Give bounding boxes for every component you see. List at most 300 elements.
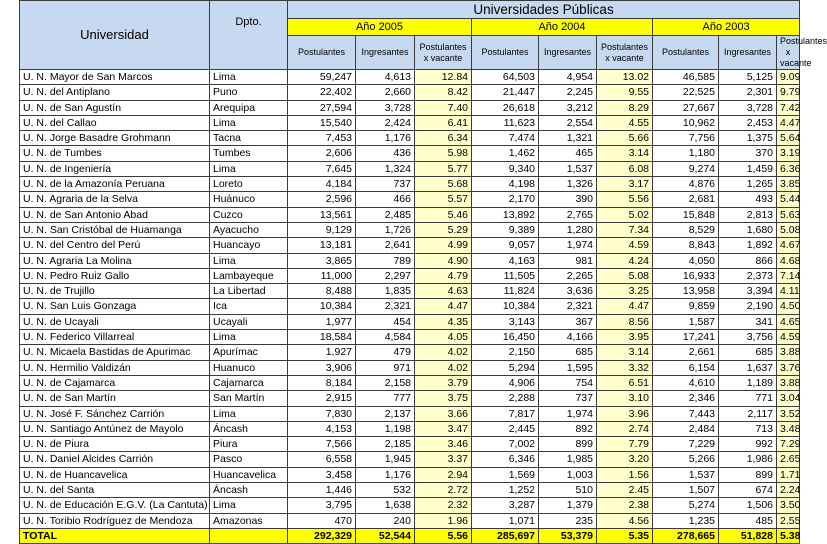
ratio-2004-cell: 3.14	[597, 345, 653, 360]
university-name-cell: U. N. Federico Villarreal	[20, 330, 210, 345]
department-cell: Lima	[210, 330, 288, 345]
table-row	[20, 70, 800, 85]
university-name-cell: U. N. Agraria de la Selva	[20, 192, 210, 207]
postulantes-2004-cell: 11,824	[472, 284, 539, 299]
postulantes-2005-cell: 3,865	[288, 253, 356, 268]
department-cell: Áncash	[210, 421, 288, 436]
ratio-2003-cell: 3.19	[777, 146, 800, 161]
ingresantes-2005-cell: 1,638	[356, 498, 415, 513]
postulantes-2005-cell: 292,329	[288, 528, 356, 543]
ingresantes-2003-cell: 2,453	[719, 115, 777, 130]
table-row	[20, 345, 800, 360]
ingresantes-2004-cell: 737	[539, 391, 597, 406]
ingresantes-2005-header: Ingresantes	[356, 36, 415, 70]
ingresantes-2004-cell: 1,595	[539, 360, 597, 375]
ratio-2003-cell: 4.68	[777, 253, 800, 268]
table-row	[20, 85, 800, 100]
postulantes-2005-cell: 3,795	[288, 498, 356, 513]
university-name-cell: U. N. de Tumbes	[20, 146, 210, 161]
ingresantes-2003-cell: 485	[719, 513, 777, 528]
ingresantes-2004-cell: 754	[539, 375, 597, 390]
postulantes-2005-cell: 2,915	[288, 391, 356, 406]
postulantes-2004-header: Postulantes	[472, 36, 539, 70]
ingresantes-2004-cell: 390	[539, 192, 597, 207]
department-cell: Lima	[210, 406, 288, 421]
postulantes-2003-cell: 1,180	[653, 146, 719, 161]
ingresantes-2004-cell: 2,765	[539, 207, 597, 222]
postulantes-2005-cell: 59,247	[288, 70, 356, 85]
table-row	[20, 314, 800, 329]
postulantes-2004-cell: 26,618	[472, 100, 539, 115]
table-row	[20, 238, 800, 253]
total-row	[20, 528, 800, 543]
postulantes-2004-cell: 2,170	[472, 192, 539, 207]
ratio-2003-cell: 4.65	[777, 314, 800, 329]
department-cell: Cajamarca	[210, 375, 288, 390]
university-name-cell: U. N. Jorge Basadre Grohmann	[20, 131, 210, 146]
ratio-2003-cell: 4.11	[777, 284, 800, 299]
postulantes-2003-cell: 1,507	[653, 483, 719, 498]
ratio-2004-cell: 5.66	[597, 131, 653, 146]
postulantes-2005-cell: 18,584	[288, 330, 356, 345]
ingresantes-2004-cell: 1,280	[539, 222, 597, 237]
postulantes-2003-cell: 1,235	[653, 513, 719, 528]
postulantes-2003-cell: 5,266	[653, 452, 719, 467]
ratio-2003-cell: 9.79	[777, 85, 800, 100]
ratio-2003-cell: 3.85	[777, 177, 800, 192]
postulantes-2003-cell: 6,154	[653, 360, 719, 375]
ratio-2004-cell: 3.10	[597, 391, 653, 406]
ratio-2003-cell: 3.52	[777, 406, 800, 421]
ingresantes-2005-cell: 2,660	[356, 85, 415, 100]
ratio-2004-cell: 2.74	[597, 421, 653, 436]
ratio-2005-cell: 4.63	[415, 284, 472, 299]
ratio-2003-cell: 4.67	[777, 238, 800, 253]
ingresantes-2003-cell: 5,125	[719, 70, 777, 85]
university-name-cell: TOTAL	[20, 528, 210, 543]
ratio-2005-cell: 4.79	[415, 268, 472, 283]
ratio-2004-cell: 3.14	[597, 146, 653, 161]
university-name-cell: U. N. Santiago Antúnez de Mayolo	[20, 421, 210, 436]
ratio-2004-cell: 2.45	[597, 483, 653, 498]
postulantes-2005-cell: 6,558	[288, 452, 356, 467]
department-cell: Huancavelica	[210, 467, 288, 482]
universities-table	[19, 0, 827, 544]
table-row	[20, 253, 800, 268]
table-row	[20, 421, 800, 436]
ratio-2004-cell: 9.55	[597, 85, 653, 100]
ratio-2005-cell: 7.40	[415, 100, 472, 115]
ratio-2005-cell: 8.42	[415, 85, 472, 100]
ingresantes-2004-cell: 1,974	[539, 238, 597, 253]
ingresantes-2005-cell: 2,185	[356, 437, 415, 452]
postulantes-2003-cell: 22,525	[653, 85, 719, 100]
ratio-2004-cell: 1.56	[597, 467, 653, 482]
postulantes-2004-cell: 3,143	[472, 314, 539, 329]
ratio-2005-cell: 4.99	[415, 238, 472, 253]
ingresantes-2003-cell: 674	[719, 483, 777, 498]
ratio-2004-cell: 3.17	[597, 177, 653, 192]
ingresantes-2004-cell: 3,212	[539, 100, 597, 115]
year-2005-header: Año 2005	[288, 19, 472, 36]
university-name-cell: U. N. Toribio Rodríguez de Mendoza	[20, 513, 210, 528]
postulantes-2003-cell: 1,537	[653, 467, 719, 482]
ingresantes-2004-cell: 367	[539, 314, 597, 329]
postulantes-2004-cell: 2,445	[472, 421, 539, 436]
department-column-header: Dpto.	[210, 1, 288, 70]
ingresantes-2003-cell: 3,756	[719, 330, 777, 345]
ratio-2005-cell: 5.57	[415, 192, 472, 207]
university-name-cell: U. N. de Trujillo	[20, 284, 210, 299]
ingresantes-2005-cell: 777	[356, 391, 415, 406]
ratio-2003-cell: 3.48	[777, 421, 800, 436]
ratio-2003-cell: 3.04	[777, 391, 800, 406]
department-cell: Lambayeque	[210, 268, 288, 283]
ratio-2004-cell: 7.79	[597, 437, 653, 452]
department-cell: Áncash	[210, 483, 288, 498]
ratio-2004-cell: 4.56	[597, 513, 653, 528]
table-row	[20, 284, 800, 299]
ingresantes-2005-cell: 4,584	[356, 330, 415, 345]
postulantes-2005-cell: 1,446	[288, 483, 356, 498]
ratio-2004-cell: 3.20	[597, 452, 653, 467]
postulantes-2004-cell: 5,294	[472, 360, 539, 375]
ingresantes-2005-cell: 2,485	[356, 207, 415, 222]
year-2003-header: Año 2003	[653, 19, 800, 36]
postulantes-2004-cell: 2,288	[472, 391, 539, 406]
ratio-2003-cell: 7.29	[777, 437, 800, 452]
ratio-2003-cell: 7.42	[777, 100, 800, 115]
ratio-2004-cell: 8.56	[597, 314, 653, 329]
university-name-cell: U. N. de Ucayali	[20, 314, 210, 329]
postulantes-2004-cell: 7,474	[472, 131, 539, 146]
department-cell: Tumbes	[210, 146, 288, 161]
ingresantes-2003-cell: 3,394	[719, 284, 777, 299]
postulantes-2005-cell: 7,566	[288, 437, 356, 452]
ingresantes-2003-cell: 1,680	[719, 222, 777, 237]
postulantes-2005-cell: 8,488	[288, 284, 356, 299]
ingresantes-2004-cell: 1,974	[539, 406, 597, 421]
ratio-2003-cell: 1.71	[777, 467, 800, 482]
ratio-2003-cell: 7.14	[777, 268, 800, 283]
department-cell: Lima	[210, 498, 288, 513]
ratio-2005-cell: 2.94	[415, 467, 472, 482]
ingresantes-2004-cell: 981	[539, 253, 597, 268]
ingresantes-2005-cell: 1,176	[356, 131, 415, 146]
ratio-2005-cell: 4.47	[415, 299, 472, 314]
postulantes-2003-cell: 4,610	[653, 375, 719, 390]
ingresantes-2003-cell: 1,892	[719, 238, 777, 253]
ratio-2003-cell: 4.50	[777, 299, 800, 314]
department-cell: Ica	[210, 299, 288, 314]
ingresantes-2003-cell: 771	[719, 391, 777, 406]
postulantes-2005-cell: 1,977	[288, 314, 356, 329]
ratio-2005-cell: 6.41	[415, 115, 472, 130]
university-column-header: Universidad	[20, 1, 210, 70]
university-name-cell: U. N. de Cajamarca	[20, 375, 210, 390]
ingresantes-2003-cell: 992	[719, 437, 777, 452]
ratio-2003-cell: 6.36	[777, 161, 800, 176]
ingresantes-2003-header: Ingresantes	[719, 36, 777, 70]
ingresantes-2004-cell: 4,954	[539, 70, 597, 85]
ratio-2003-cell: 5.38	[777, 528, 800, 543]
ingresantes-2005-cell: 240	[356, 513, 415, 528]
postulantes-2004-cell: 285,697	[472, 528, 539, 543]
department-cell: Huánuco	[210, 192, 288, 207]
ratio-2003-cell: 5.08	[777, 222, 800, 237]
ratio-2004-cell: 4.24	[597, 253, 653, 268]
ingresantes-2003-cell: 493	[719, 192, 777, 207]
postulantes-2003-cell: 8,529	[653, 222, 719, 237]
ratio-2004-cell: 4.55	[597, 115, 653, 130]
university-name-cell: U. N. Daniel Alcides Carrión	[20, 452, 210, 467]
postulantes-2005-cell: 13,561	[288, 207, 356, 222]
ingresantes-2004-cell: 4,166	[539, 330, 597, 345]
postulantes-2004-cell: 10,384	[472, 299, 539, 314]
postulantes-2004-cell: 9,340	[472, 161, 539, 176]
ratio-2003-cell: 5.64	[777, 131, 800, 146]
postulantes-2003-cell: 8,843	[653, 238, 719, 253]
ingresantes-2005-cell: 737	[356, 177, 415, 192]
postulantes-2004-cell: 13,892	[472, 207, 539, 222]
table-row	[20, 222, 800, 237]
department-cell: Apurímac	[210, 345, 288, 360]
table-row	[20, 360, 800, 375]
university-name-cell: U. N. de la Amazonía Peruana	[20, 177, 210, 192]
postulantes-2005-cell: 4,184	[288, 177, 356, 192]
postulantes-2005-cell: 11,000	[288, 268, 356, 283]
department-cell: Amazonas	[210, 513, 288, 528]
university-name-cell: U. N. Pedro Ruiz Gallo	[20, 268, 210, 283]
postulantes-2005-cell: 8,184	[288, 375, 356, 390]
table-row	[20, 467, 800, 482]
table-row	[20, 207, 800, 222]
ratio-2005-cell: 2.32	[415, 498, 472, 513]
postulantes-2005-cell: 27,594	[288, 100, 356, 115]
postulantes-2005-header: Postulantes	[288, 36, 356, 70]
department-cell: San Martín	[210, 391, 288, 406]
ratio-2005-cell: 2.72	[415, 483, 472, 498]
department-cell: La Libertad	[210, 284, 288, 299]
postulantes-2004-cell: 1,569	[472, 467, 539, 482]
postulantes-2005-cell: 22,402	[288, 85, 356, 100]
ratio-2005-cell: 12.84	[415, 70, 472, 85]
ingresantes-2003-cell: 1,265	[719, 177, 777, 192]
postulantes-2004-cell: 1,462	[472, 146, 539, 161]
ratio-2003-cell: 3.76	[777, 360, 800, 375]
table-title: Universidades Públicas	[288, 1, 800, 19]
postulantes-2003-cell: 7,229	[653, 437, 719, 452]
postulantes-2004-cell: 9,057	[472, 238, 539, 253]
ingresantes-2005-cell: 479	[356, 345, 415, 360]
department-cell: Ayacucho	[210, 222, 288, 237]
ingresantes-2004-cell: 53,379	[539, 528, 597, 543]
department-cell: Lima	[210, 115, 288, 130]
ingresantes-2004-cell: 1,537	[539, 161, 597, 176]
ratio-2004-cell: 8.29	[597, 100, 653, 115]
postulantes-2004-cell: 1,252	[472, 483, 539, 498]
ingresantes-2005-cell: 2,137	[356, 406, 415, 421]
ratio-2004-header: Postulantes x vacante	[597, 36, 653, 70]
postulantes-2005-cell: 13,181	[288, 238, 356, 253]
ingresantes-2005-cell: 454	[356, 314, 415, 329]
ratio-2005-cell: 5.68	[415, 177, 472, 192]
postulantes-2005-cell: 1,927	[288, 345, 356, 360]
ingresantes-2005-cell: 1,835	[356, 284, 415, 299]
ratio-2005-cell: 5.46	[415, 207, 472, 222]
ratio-2004-cell: 3.95	[597, 330, 653, 345]
postulantes-2005-cell: 7,830	[288, 406, 356, 421]
postulantes-2003-cell: 27,667	[653, 100, 719, 115]
postulantes-2003-cell: 2,661	[653, 345, 719, 360]
ratio-2005-cell: 5.56	[415, 528, 472, 543]
ingresantes-2004-cell: 2,245	[539, 85, 597, 100]
university-name-cell: U. N. Hermilio Valdizán	[20, 360, 210, 375]
ratio-2003-cell: 3.50	[777, 498, 800, 513]
ingresantes-2005-cell: 52,544	[356, 528, 415, 543]
university-name-cell: U. N. San Cristóbal de Huamanga	[20, 222, 210, 237]
ingresantes-2003-cell: 2,373	[719, 268, 777, 283]
postulantes-2004-cell: 4,163	[472, 253, 539, 268]
ingresantes-2003-cell: 3,728	[719, 100, 777, 115]
university-name-cell: U. N. de San Antonio Abad	[20, 207, 210, 222]
table-row	[20, 131, 800, 146]
ingresantes-2004-cell: 2,321	[539, 299, 597, 314]
table-row	[20, 513, 800, 528]
ingresantes-2003-cell: 1,506	[719, 498, 777, 513]
ratio-2005-cell: 3.75	[415, 391, 472, 406]
ratio-2003-cell: 3.88	[777, 345, 800, 360]
ingresantes-2004-header: Ingresantes	[539, 36, 597, 70]
postulantes-2003-cell: 10,962	[653, 115, 719, 130]
table-row	[20, 299, 800, 314]
university-name-cell: U. N. de Ingeniería	[20, 161, 210, 176]
table-row	[20, 192, 800, 207]
ratio-2005-cell: 3.46	[415, 437, 472, 452]
ratio-2003-cell: 4.59	[777, 330, 800, 345]
postulantes-2004-cell: 7,002	[472, 437, 539, 452]
postulantes-2003-cell: 1,587	[653, 314, 719, 329]
ratio-2005-cell: 4.90	[415, 253, 472, 268]
ingresantes-2005-cell: 1,198	[356, 421, 415, 436]
ingresantes-2005-cell: 2,321	[356, 299, 415, 314]
table-row	[20, 375, 800, 390]
ratio-2004-cell: 5.08	[597, 268, 653, 283]
postulantes-2004-cell: 16,450	[472, 330, 539, 345]
department-cell: Huanuco	[210, 360, 288, 375]
ingresantes-2005-cell: 2,641	[356, 238, 415, 253]
ratio-2004-cell: 4.47	[597, 299, 653, 314]
department-cell: Tacna	[210, 131, 288, 146]
postulantes-2003-cell: 2,681	[653, 192, 719, 207]
ingresantes-2003-cell: 1,375	[719, 131, 777, 146]
postulantes-2004-cell: 9,389	[472, 222, 539, 237]
ingresantes-2003-cell: 713	[719, 421, 777, 436]
department-cell: Lima	[210, 253, 288, 268]
ingresantes-2003-cell: 1,459	[719, 161, 777, 176]
university-name-cell: U. N. de Educación E.G.V. (La Cantuta)	[20, 498, 210, 513]
ingresantes-2003-cell: 2,190	[719, 299, 777, 314]
ratio-2005-cell: 1.96	[415, 513, 472, 528]
ingresantes-2005-cell: 4,613	[356, 70, 415, 85]
ratio-2003-cell: 3.88	[777, 375, 800, 390]
ingresantes-2004-cell: 3,636	[539, 284, 597, 299]
department-cell: Puno	[210, 85, 288, 100]
postulantes-2004-cell: 11,623	[472, 115, 539, 130]
postulantes-2004-cell: 2,150	[472, 345, 539, 360]
ratio-2004-cell: 3.25	[597, 284, 653, 299]
postulantes-2003-cell: 7,756	[653, 131, 719, 146]
ratio-2005-cell: 3.47	[415, 421, 472, 436]
postulantes-2005-cell: 7,453	[288, 131, 356, 146]
ratio-2005-cell: 5.29	[415, 222, 472, 237]
postulantes-2005-cell: 4,153	[288, 421, 356, 436]
postulantes-2005-cell: 7,645	[288, 161, 356, 176]
ingresantes-2004-cell: 1,003	[539, 467, 597, 482]
ratio-2004-cell: 4.59	[597, 238, 653, 253]
ingresantes-2003-cell: 866	[719, 253, 777, 268]
postulantes-2003-cell: 17,241	[653, 330, 719, 345]
postulantes-2003-cell: 15,848	[653, 207, 719, 222]
ratio-2004-cell: 3.96	[597, 406, 653, 421]
table-row	[20, 161, 800, 176]
ingresantes-2005-cell: 789	[356, 253, 415, 268]
ingresantes-2005-cell: 1,324	[356, 161, 415, 176]
ingresantes-2004-cell: 685	[539, 345, 597, 360]
ingresantes-2003-cell: 1,189	[719, 375, 777, 390]
ingresantes-2005-cell: 1,726	[356, 222, 415, 237]
ratio-2004-cell: 7.34	[597, 222, 653, 237]
university-name-cell: U. N. del Centro del Perú	[20, 238, 210, 253]
department-cell: Huancayo	[210, 238, 288, 253]
ingresantes-2003-cell: 341	[719, 314, 777, 329]
postulantes-2004-cell: 6,346	[472, 452, 539, 467]
table-row	[20, 177, 800, 192]
table-row	[20, 437, 800, 452]
postulantes-2003-cell: 4,050	[653, 253, 719, 268]
department-cell: Lima	[210, 161, 288, 176]
table-row	[20, 406, 800, 421]
postulantes-2005-cell: 9,129	[288, 222, 356, 237]
ingresantes-2005-cell: 532	[356, 483, 415, 498]
ratio-2005-cell: 4.02	[415, 360, 472, 375]
postulantes-2003-header: Postulantes	[653, 36, 719, 70]
table-row	[20, 330, 800, 345]
university-name-cell: U. N. Mayor de San Marcos	[20, 70, 210, 85]
ingresantes-2004-cell: 2,265	[539, 268, 597, 283]
ratio-2005-cell: 5.77	[415, 161, 472, 176]
ingresantes-2005-cell: 2,158	[356, 375, 415, 390]
ingresantes-2004-cell: 2,554	[539, 115, 597, 130]
ingresantes-2005-cell: 3,728	[356, 100, 415, 115]
ingresantes-2004-cell: 892	[539, 421, 597, 436]
postulantes-2005-cell: 2,596	[288, 192, 356, 207]
postulantes-2004-cell: 64,503	[472, 70, 539, 85]
ratio-2004-cell: 5.56	[597, 192, 653, 207]
table-body	[20, 70, 800, 544]
ratio-2004-cell: 5.02	[597, 207, 653, 222]
university-name-cell: U. N. de Piura	[20, 437, 210, 452]
table-row	[20, 483, 800, 498]
university-name-cell: U. N. del Santa	[20, 483, 210, 498]
ratio-2004-cell: 6.51	[597, 375, 653, 390]
ingresantes-2004-cell: 465	[539, 146, 597, 161]
ingresantes-2005-cell: 2,297	[356, 268, 415, 283]
postulantes-2003-cell: 9,274	[653, 161, 719, 176]
ratio-2004-cell: 5.35	[597, 528, 653, 543]
ingresantes-2003-cell: 899	[719, 467, 777, 482]
ratio-2005-cell: 4.02	[415, 345, 472, 360]
